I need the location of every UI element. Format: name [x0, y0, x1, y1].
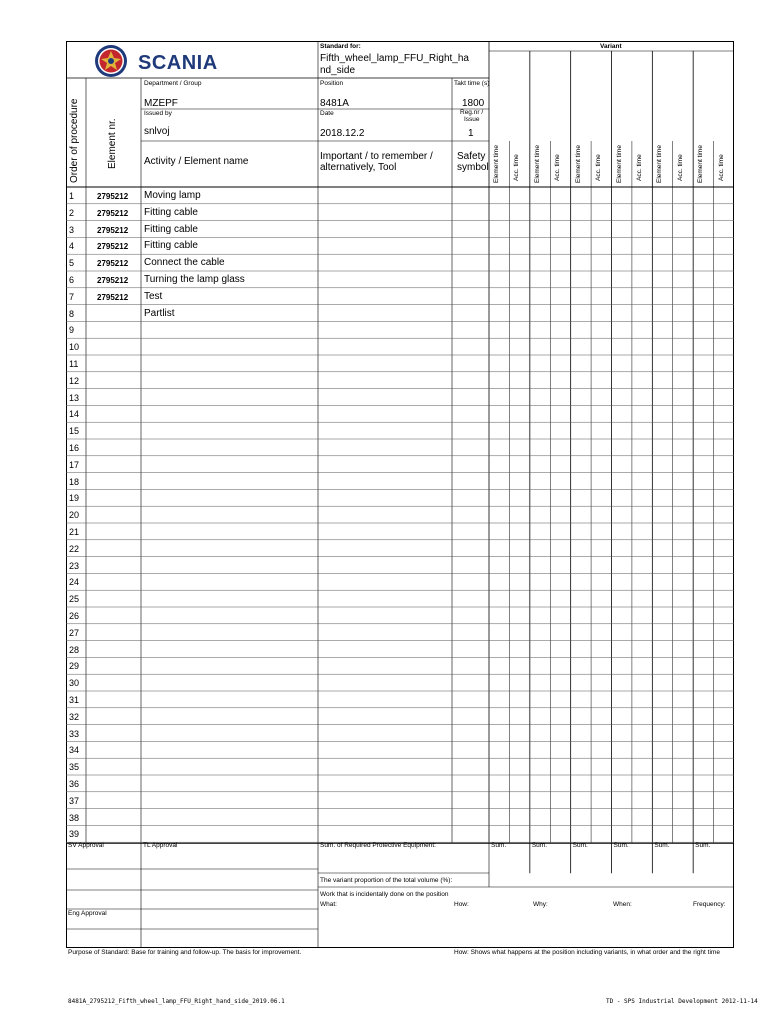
issued-by-label: Issued by [144, 110, 172, 117]
when-label: When: [613, 901, 632, 908]
element-time-header: Element time [493, 145, 500, 183]
table-row [66, 406, 734, 423]
variant-sum-label: Sum. [491, 842, 507, 849]
table-row [66, 826, 734, 843]
table-row [66, 356, 734, 373]
department-value: MZEPF [144, 98, 178, 109]
element-time-header: Element time [574, 145, 582, 183]
how-note: How: Shows what happens at the position including variants, in what order and the right time [454, 949, 720, 956]
table-row [66, 507, 734, 524]
row-number: 2 [69, 207, 75, 218]
protective-equipment-label: Sum. of Required Protective Equipment: [320, 842, 436, 849]
activity-name: Test [144, 290, 163, 302]
table-row [66, 591, 734, 608]
position-value: 8481A [320, 98, 349, 109]
table-row [66, 188, 734, 205]
why-label: Why: [533, 901, 548, 908]
table-row [66, 810, 734, 827]
tl-approval-label: TL Approval [143, 842, 178, 849]
row-number: 35 [69, 762, 80, 773]
table-row [66, 793, 734, 810]
element-time-header: Element time [533, 145, 541, 183]
row-number: 37 [69, 795, 80, 806]
activity-name: Fitting cable [144, 223, 198, 235]
col-important-line2: alternatively, Tool [320, 162, 397, 173]
table-row [66, 608, 734, 625]
row-number: 9 [69, 325, 75, 336]
sv-approval-label: SV Approval [68, 842, 104, 849]
table-row [66, 776, 734, 793]
table-row [66, 322, 734, 339]
row-number: 36 [69, 779, 80, 789]
row-number: 27 [69, 627, 80, 638]
department-label: Department / Group [144, 80, 202, 87]
activity-name: Moving lamp [144, 190, 201, 201]
table-row [66, 742, 734, 759]
table-row [66, 339, 734, 356]
table-row [66, 558, 734, 575]
table-row [66, 490, 734, 507]
reg-label-line1: Reg.nr / [460, 109, 484, 116]
variant-sum-label: Sum. [613, 842, 629, 849]
reg-label-line2: Issue [464, 116, 480, 123]
row-number: 25 [69, 594, 80, 605]
table-row [66, 675, 734, 692]
standard-for-value-line2: nd_side [320, 65, 356, 76]
table-row [66, 642, 734, 659]
variant-proportion-label: The variant proportion of the total volume (%): [320, 877, 453, 884]
date-label: Date [320, 110, 334, 117]
element-number: 2795212 [97, 192, 129, 201]
row-number: 24 [69, 577, 80, 588]
table-row [66, 524, 734, 541]
variant-sum-label: Sum. [572, 842, 588, 849]
table-row [66, 390, 734, 407]
row-number: 30 [69, 678, 80, 689]
acc-time-header: Acc. time [513, 154, 521, 181]
variant-sum-label: Sum. [654, 842, 670, 849]
row-number: 18 [69, 476, 80, 487]
col-important-line1: Important / to remember / [320, 151, 433, 162]
row-number: 13 [69, 392, 80, 403]
table-row [66, 658, 734, 675]
element-time-header: Element time [656, 145, 664, 183]
element-number: 2795212 [97, 259, 129, 269]
variant-sum-label: Sum. [531, 842, 547, 849]
element-number: 2795212 [97, 292, 129, 302]
activity-name: Connect the cable [144, 257, 225, 269]
reg-value: 1 [468, 128, 474, 139]
incidental-work-label: Work that is incidentally done on the position [320, 891, 449, 898]
variant-label: Variant [600, 43, 622, 50]
scania-griffin-icon [94, 44, 128, 78]
row-number: 33 [69, 728, 80, 739]
table-row [66, 726, 734, 743]
col-activity: Activity / Element name [144, 156, 249, 167]
table-row [66, 574, 734, 591]
row-number: 23 [69, 560, 80, 571]
standard-for-label: Standard for: [320, 43, 361, 50]
row-number: 28 [69, 644, 80, 655]
row-number: 21 [69, 527, 80, 537]
row-number: 14 [69, 409, 80, 420]
what-label: What: [320, 901, 337, 908]
row-number: 26 [69, 611, 80, 621]
row-number: 3 [69, 224, 75, 235]
row-number: 31 [69, 695, 80, 705]
activity-name: Turning the lamp glass [144, 274, 245, 285]
acc-time-header: Acc. time [717, 154, 725, 181]
table-row [66, 238, 734, 255]
scania-logo [94, 44, 244, 78]
row-number: 7 [69, 291, 75, 302]
scania-logo-text: SCANIA [138, 52, 218, 74]
row-number: 12 [69, 375, 80, 386]
col-element-nr: Element nr. [107, 118, 118, 169]
table-row [66, 423, 734, 440]
activity-name: Fitting cable [144, 240, 198, 252]
acc-time-header: Acc. time [554, 154, 562, 181]
activity-name: Partlist [144, 307, 175, 319]
row-number: 8 [69, 308, 75, 319]
element-number: 2795212 [97, 208, 129, 218]
table-row [66, 205, 734, 222]
row-number: 38 [69, 812, 80, 823]
table-row [66, 625, 734, 642]
table-row [66, 709, 734, 726]
table-row [66, 440, 734, 457]
table-row [66, 692, 734, 709]
issued-by-value: snlvoj [144, 126, 170, 137]
takt-label: Takt time (s) [454, 80, 490, 87]
col-safety-line2: symbol [457, 162, 489, 173]
variant-sum-label: Sum. [695, 842, 711, 849]
row-number: 17 [69, 459, 80, 470]
acc-time-header: Acc. time [595, 154, 603, 181]
row-number: 20 [69, 510, 80, 521]
element-number: 2795212 [97, 276, 129, 285]
row-number: 10 [69, 342, 80, 353]
row-number: 11 [69, 359, 79, 369]
table-row [66, 272, 734, 289]
element-time-header: Element time [615, 145, 623, 183]
row-number: 6 [69, 275, 75, 285]
row-number: 29 [69, 661, 80, 672]
acc-time-header: Acc. time [676, 154, 684, 181]
purpose-note: Purpose of Standard: Base for training and follow-up. The basis for improvement. [68, 949, 302, 956]
row-number: 15 [69, 426, 80, 437]
table-row [66, 474, 734, 491]
row-number: 4 [69, 241, 75, 252]
element-number: 2795212 [97, 225, 129, 235]
table-row [66, 759, 734, 776]
table-row [66, 289, 734, 306]
eng-approval-label: Eng Approval [68, 910, 107, 917]
date-value: 2018.12.2 [320, 128, 365, 139]
activity-name: Fitting cable [144, 206, 198, 218]
row-number: 34 [69, 745, 80, 756]
row-number: 22 [69, 543, 80, 554]
table-row [66, 457, 734, 474]
how-label: How: [454, 901, 469, 908]
element-time-header: Element time [697, 145, 705, 183]
table-row [66, 373, 734, 390]
footer-department: TD - SPS Industrial Development 2012-11-14 [606, 998, 758, 1005]
standard-sheet [66, 41, 734, 948]
position-label: Position [320, 80, 344, 87]
element-number: 2795212 [97, 242, 129, 252]
acc-time-header: Acc. time [635, 154, 643, 181]
takt-value: 1800 [462, 98, 485, 109]
row-number: 39 [69, 829, 80, 840]
row-number: 5 [69, 258, 75, 269]
col-order-of-procedure: Order of procedure [69, 98, 80, 183]
standard-for-value-line1: Fifth_wheel_lamp_FFU_Right_ha [320, 53, 469, 64]
row-number: 32 [69, 711, 80, 722]
table-row [66, 306, 734, 323]
row-number: 16 [69, 443, 80, 453]
table-row [66, 255, 734, 272]
frequency-label: Frequency: [693, 901, 726, 908]
col-safety-line1: Safety [457, 151, 486, 162]
footer-filename: 8481A_2795212_Fifth_wheel_lamp_FFU_Right_hand_side_2019.06.1 [68, 998, 285, 1005]
table-row [66, 222, 734, 239]
table-row [66, 541, 734, 558]
row-number: 19 [69, 493, 80, 504]
row-number: 1 [69, 191, 75, 201]
